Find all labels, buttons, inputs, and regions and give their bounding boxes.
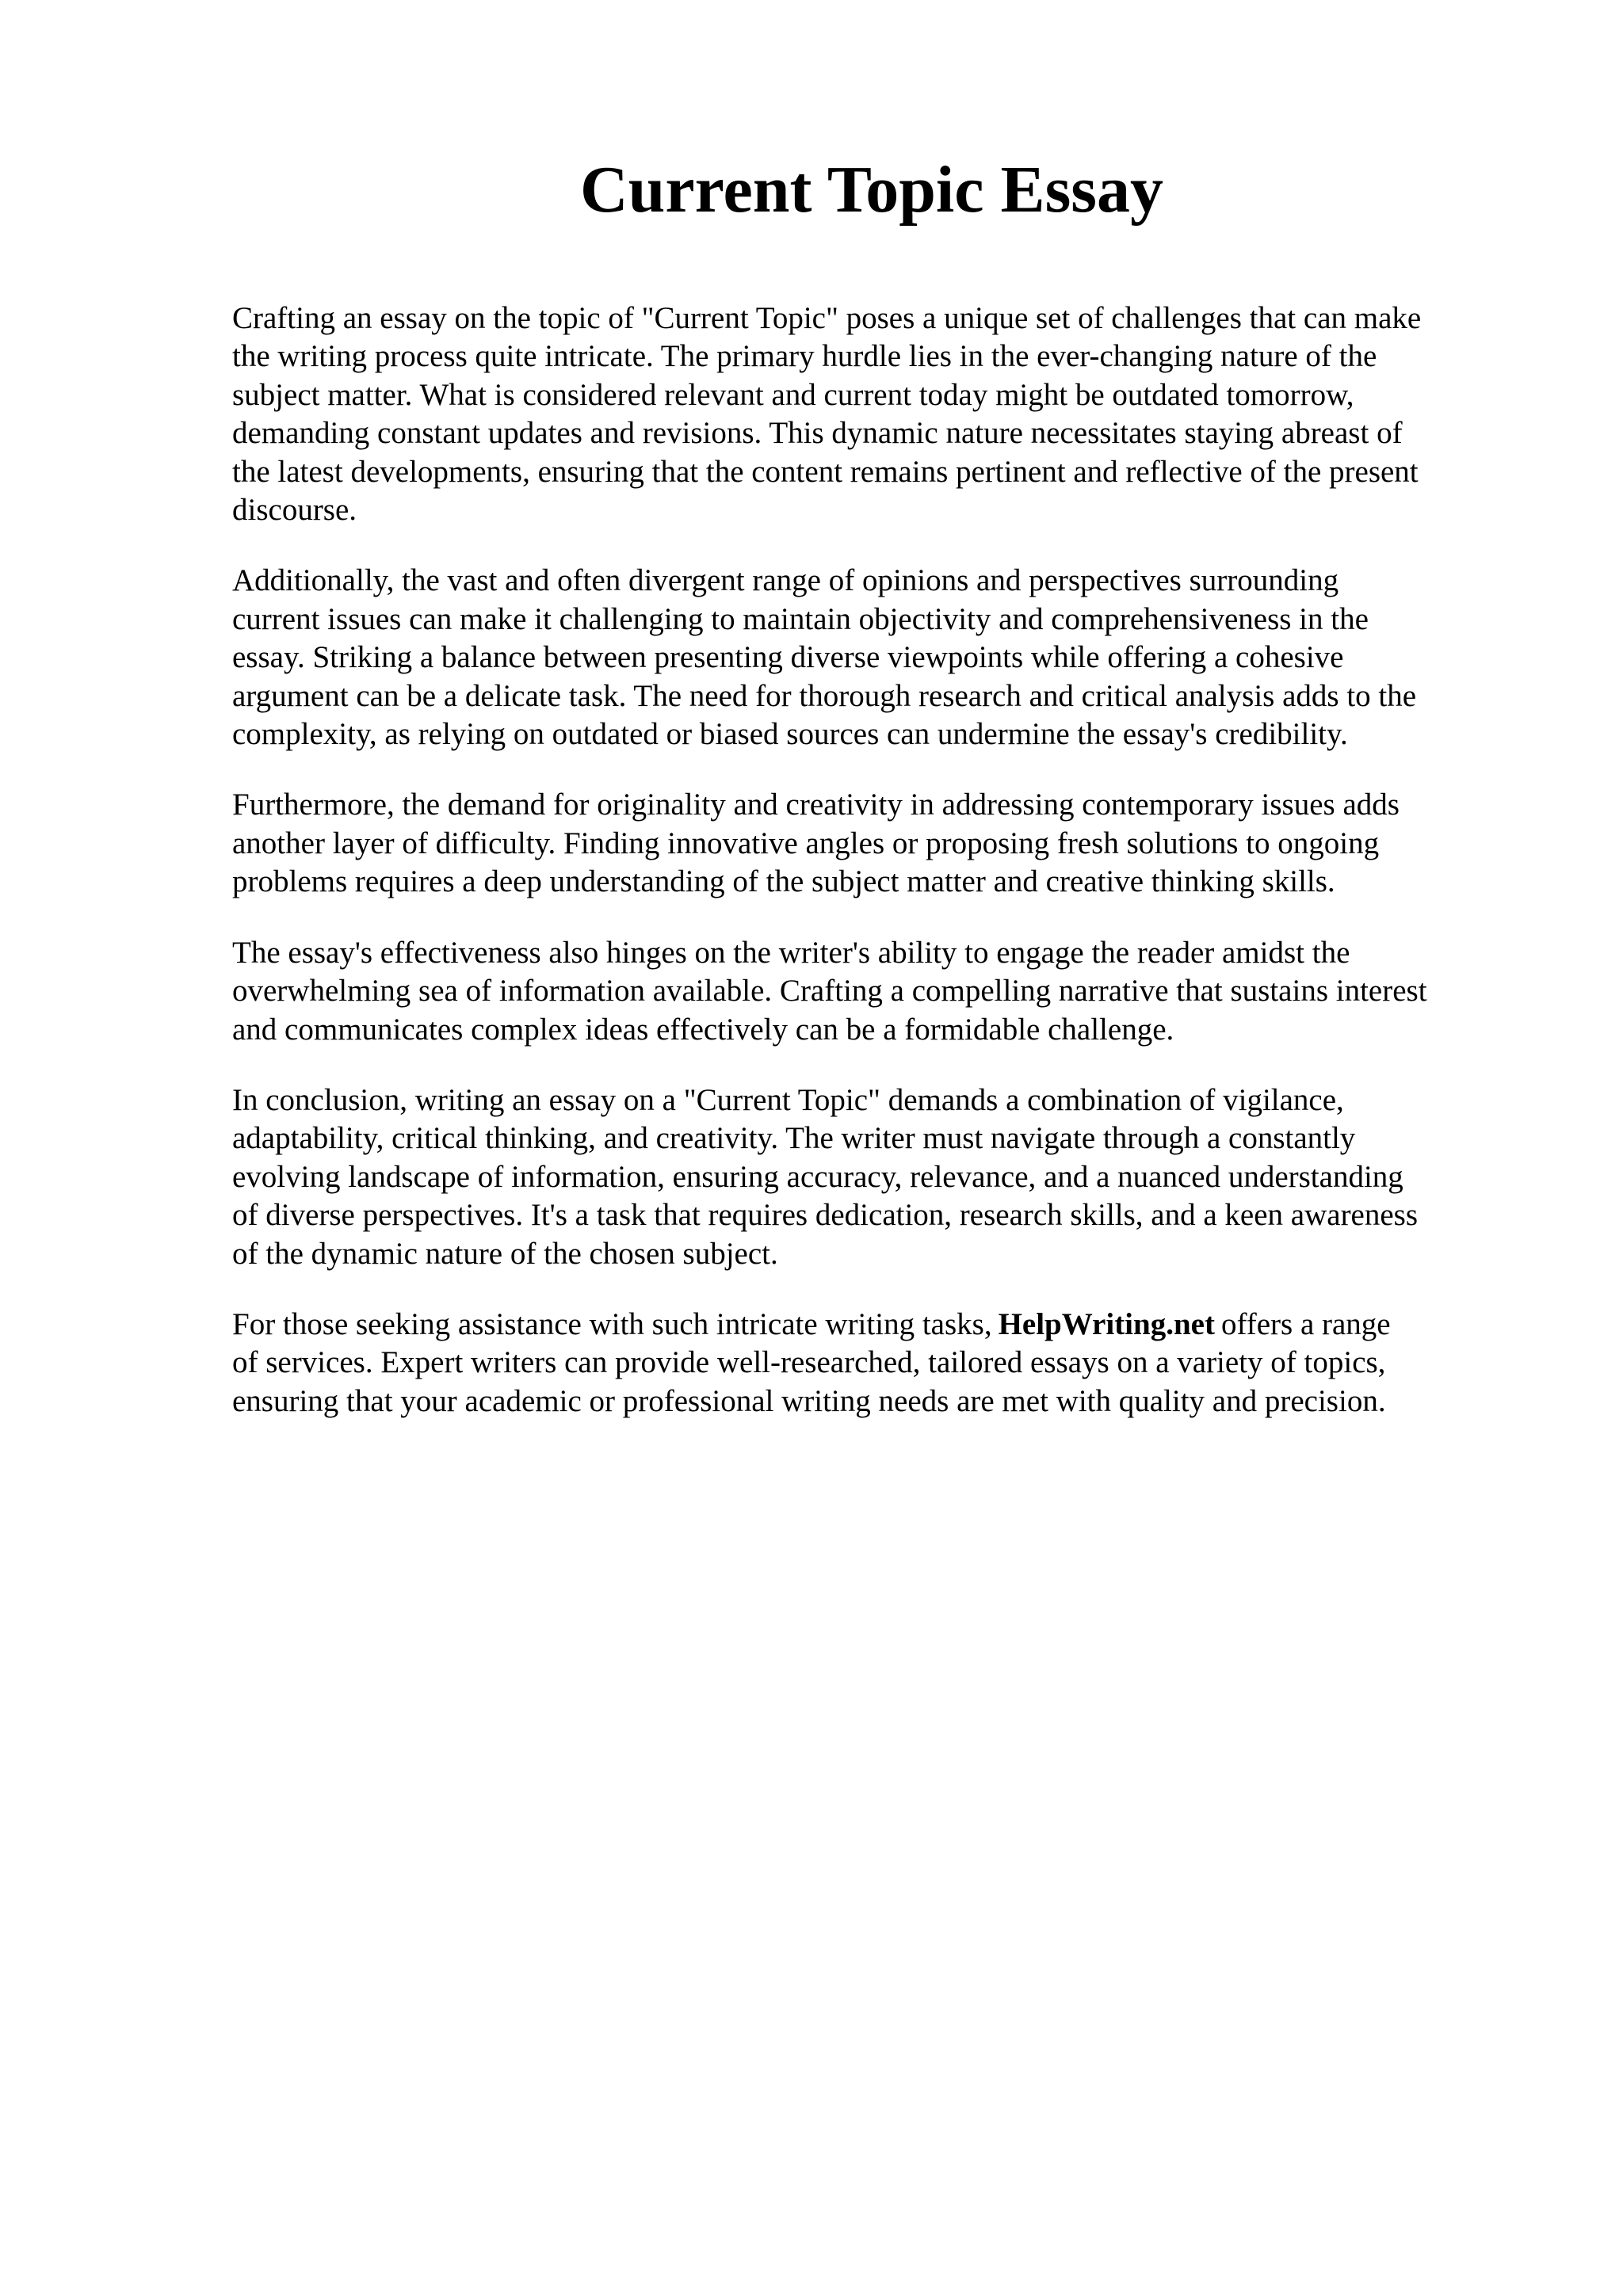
essay-body <box>232 299 1516 1453</box>
brand-link[interactable]: HelpWriting.net <box>998 1306 1215 1341</box>
text-line: discourse. <box>232 493 357 528</box>
paragraph-5 <box>232 1081 1516 1273</box>
paragraph-1 <box>232 299 1516 529</box>
text-line: argument can be a delicate task. The need for thorough research and critical analysis adds to the <box>232 678 1417 713</box>
text-line: subject matter. What is considered relevant and current today might be outdated tomorrow, <box>232 377 1354 412</box>
text-line: complexity, as relying on outdated or biased sources can undermine the essay's credibility. <box>232 717 1348 752</box>
text-line: another layer of difficulty. Finding innovative angles or proposing fresh solutions to ongoing <box>232 826 1380 860</box>
text-line: evolving landscape of information, ensuring accuracy, relevance, and a nuanced understanding <box>232 1159 1403 1194</box>
text-line: Furthermore, the demand for originality and creativity in addressing contemporary issues adds <box>232 788 1400 822</box>
text-line <box>232 1306 1516 1344</box>
paragraph-4 <box>232 934 1516 1049</box>
text-line: of services. Expert writers can provide well-researched, tailored essays on a variety of topics, <box>232 1345 1386 1380</box>
paragraph-3 <box>232 786 1516 901</box>
page-title: Current Topic Essay <box>580 153 1163 227</box>
text-line: the latest developments, ensuring that the content remains pertinent and reflective of the present <box>232 454 1419 489</box>
text-line: demanding constant updates and revisions. This dynamic nature necessitates staying abreast of <box>232 416 1403 451</box>
text-line: the writing process quite intricate. The primary hurdle lies in the ever-changing nature of the <box>232 339 1377 374</box>
text-line: Crafting an essay on the topic of "Current Topic" poses a unique set of challenges that can make <box>232 301 1422 335</box>
text-line: ensuring that your academic or professional writing needs are met with quality and precision. <box>232 1383 1386 1418</box>
text-line: and communicates complex ideas effectively can be a formidable challenge. <box>232 1012 1174 1047</box>
closing-paragraph <box>232 1306 1516 1421</box>
text-line: Additionally, the vast and often divergent range of opinions and perspectives surrounding <box>232 563 1339 598</box>
text-line: overwhelming sea of information available. Crafting a compelling narrative that sustains interest <box>232 974 1427 1009</box>
text-line: In conclusion, writing an essay on a "Current Topic" demands a combination of vigilance, <box>232 1082 1344 1117</box>
text-line: adaptability, critical thinking, and creativity. The writer must navigate through a constantly <box>232 1121 1356 1156</box>
paragraph-2 <box>232 562 1516 753</box>
closing-text-before: For those seeking assistance with such intricate writing tasks, <box>232 1306 992 1341</box>
text-line: current issues can make it challenging to maintain objectivity and comprehensiveness in the <box>232 601 1369 636</box>
closing-text-after: offers a range <box>1220 1306 1391 1341</box>
text-line: of diverse perspectives. It's a task that requires dedication, research skills, and a keen awareness <box>232 1198 1419 1233</box>
text-line: of the dynamic nature of the chosen subject. <box>232 1236 778 1271</box>
text-line: essay. Striking a balance between presenting diverse viewpoints while offering a cohesive <box>232 640 1344 675</box>
text-line: problems requires a deep understanding of the subject matter and creative thinking skills. <box>232 864 1335 899</box>
text-line: The essay's effectiveness also hinges on the writer's ability to engage the reader amidst the <box>232 935 1350 970</box>
